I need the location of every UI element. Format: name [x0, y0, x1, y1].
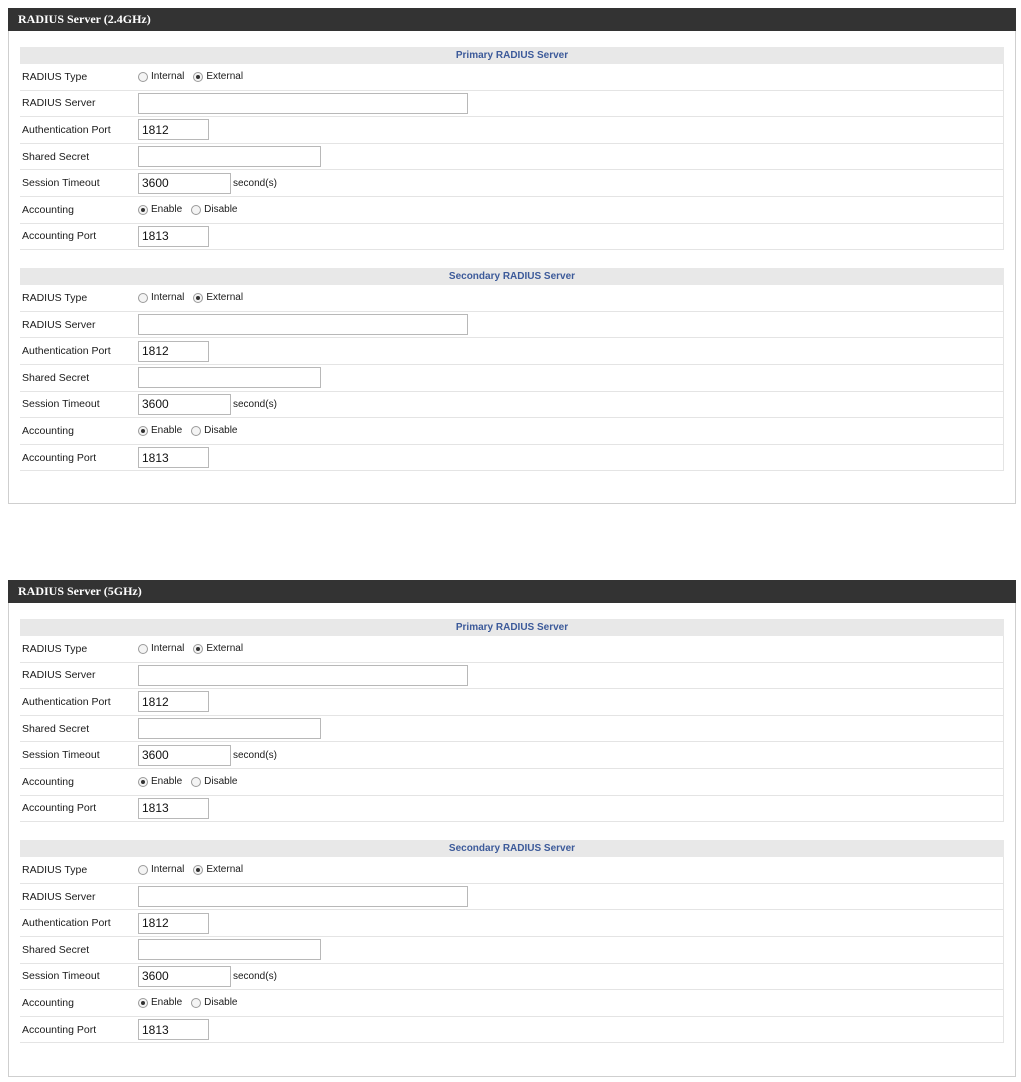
radius-server-label: RADIUS Server	[22, 669, 96, 682]
radius-type-external-radio[interactable]	[193, 72, 203, 82]
accounting-enable-radio[interactable]	[138, 426, 148, 436]
panel-title: RADIUS Server (5GHz)	[8, 580, 1016, 603]
accounting-row	[20, 769, 1004, 796]
secondary-radius-section	[20, 840, 1004, 1043]
session-timeout-row	[20, 392, 1004, 419]
radius-server-row	[20, 91, 1004, 118]
session-timeout-input[interactable]	[138, 173, 231, 194]
session-timeout-label: Session Timeout	[22, 398, 100, 411]
accounting-enable-label[interactable]: Enable	[151, 425, 183, 437]
auth-port-row	[20, 910, 1004, 937]
accounting-port-row	[20, 224, 1004, 251]
auth-port-label: Authentication Port	[22, 345, 111, 358]
shared-secret-label: Shared Secret	[22, 150, 90, 163]
radius-type-row	[20, 857, 1004, 884]
accounting-enable-label[interactable]: Enable	[151, 204, 183, 216]
accounting-label: Accounting	[22, 996, 74, 1009]
shared-secret-input[interactable]	[138, 146, 321, 167]
panel-body	[8, 603, 1016, 1077]
radius-type-external-label[interactable]: External	[206, 643, 244, 655]
session-timeout-row	[20, 170, 1004, 197]
auth-port-row	[20, 117, 1004, 144]
accounting-disable-label[interactable]: Disable	[204, 204, 238, 216]
accounting-disable-radio[interactable]	[191, 777, 201, 787]
accounting-port-label: Accounting Port	[22, 802, 97, 815]
shared-secret-row	[20, 144, 1004, 171]
session-timeout-unit: second(s)	[233, 398, 277, 410]
session-timeout-input[interactable]	[138, 394, 231, 415]
accounting-row	[20, 197, 1004, 224]
radius-type-internal-radio[interactable]	[138, 644, 148, 654]
accounting-port-label: Accounting Port	[22, 1023, 97, 1036]
auth-port-label: Authentication Port	[22, 695, 111, 708]
auth-port-label: Authentication Port	[22, 123, 111, 136]
accounting-disable-radio[interactable]	[191, 426, 201, 436]
radius-type-label: RADIUS Type	[22, 291, 88, 304]
radius-server-label: RADIUS Server	[22, 97, 96, 110]
session-timeout-row	[20, 742, 1004, 769]
accounting-port-input[interactable]	[138, 447, 209, 468]
session-timeout-unit: second(s)	[233, 177, 277, 189]
section-title: Secondary RADIUS Server	[20, 268, 1004, 285]
shared-secret-label: Shared Secret	[22, 722, 90, 735]
accounting-port-input[interactable]	[138, 798, 209, 819]
radius-type-internal-radio[interactable]	[138, 72, 148, 82]
radius-server-input[interactable]	[138, 886, 468, 907]
shared-secret-row	[20, 716, 1004, 743]
radius-panel-5ghz	[8, 580, 1016, 1077]
session-timeout-unit: second(s)	[233, 970, 277, 982]
radius-type-external-label[interactable]: External	[206, 71, 244, 83]
radius-server-row	[20, 663, 1004, 690]
shared-secret-input[interactable]	[138, 718, 321, 739]
radius-server-label: RADIUS Server	[22, 890, 96, 903]
accounting-row	[20, 418, 1004, 445]
accounting-port-label: Accounting Port	[22, 451, 97, 464]
radius-server-input[interactable]	[138, 665, 468, 686]
radius-type-internal-label[interactable]: Internal	[151, 71, 185, 83]
auth-port-row	[20, 338, 1004, 365]
radius-type-internal-label[interactable]: Internal	[151, 864, 185, 876]
session-timeout-label: Session Timeout	[22, 177, 100, 190]
accounting-enable-label[interactable]: Enable	[151, 997, 183, 1009]
radius-type-external-radio[interactable]	[193, 644, 203, 654]
accounting-disable-label[interactable]: Disable	[204, 776, 238, 788]
primary-radius-section	[20, 619, 1004, 822]
session-timeout-input[interactable]	[138, 966, 231, 987]
primary-radius-section	[20, 47, 1004, 250]
radius-type-row	[20, 636, 1004, 663]
auth-port-label: Authentication Port	[22, 917, 111, 930]
section-title: Secondary RADIUS Server	[20, 840, 1004, 857]
panel-body	[8, 31, 1016, 504]
session-timeout-row	[20, 964, 1004, 991]
accounting-enable-radio[interactable]	[138, 777, 148, 787]
secondary-radius-section	[20, 268, 1004, 471]
radius-type-external-label[interactable]: External	[206, 292, 244, 304]
radius-type-external-radio[interactable]	[193, 293, 203, 303]
accounting-disable-label[interactable]: Disable	[204, 425, 238, 437]
accounting-label: Accounting	[22, 424, 74, 437]
accounting-label: Accounting	[22, 203, 74, 216]
accounting-port-row	[20, 796, 1004, 823]
accounting-row	[20, 990, 1004, 1017]
shared-secret-input[interactable]	[138, 367, 321, 388]
panel-title: RADIUS Server (2.4GHz)	[8, 8, 1016, 31]
accounting-port-row	[20, 445, 1004, 472]
section-title: Primary RADIUS Server	[20, 619, 1004, 636]
session-timeout-input[interactable]	[138, 745, 231, 766]
radius-type-internal-label[interactable]: Internal	[151, 643, 185, 655]
radius-server-label: RADIUS Server	[22, 318, 96, 331]
accounting-disable-radio[interactable]	[191, 205, 201, 215]
accounting-enable-label[interactable]: Enable	[151, 776, 183, 788]
auth-port-input[interactable]	[138, 691, 209, 712]
session-timeout-unit: second(s)	[233, 749, 277, 761]
auth-port-row	[20, 689, 1004, 716]
radius-server-input[interactable]	[138, 314, 468, 335]
radius-type-internal-label[interactable]: Internal	[151, 292, 185, 304]
radius-server-row	[20, 312, 1004, 339]
auth-port-input[interactable]	[138, 119, 209, 140]
session-timeout-label: Session Timeout	[22, 970, 100, 983]
accounting-port-input[interactable]	[138, 226, 209, 247]
accounting-port-row	[20, 1017, 1004, 1044]
accounting-disable-label[interactable]: Disable	[204, 997, 238, 1009]
session-timeout-label: Session Timeout	[22, 749, 100, 762]
shared-secret-row	[20, 365, 1004, 392]
shared-secret-input[interactable]	[138, 939, 321, 960]
radius-type-external-radio[interactable]	[193, 865, 203, 875]
accounting-enable-radio[interactable]	[138, 205, 148, 215]
accounting-port-input[interactable]	[138, 1019, 209, 1040]
radius-type-external-label[interactable]: External	[206, 864, 244, 876]
radius-panel-2-4ghz	[8, 8, 1016, 504]
shared-secret-row	[20, 937, 1004, 964]
radius-server-input[interactable]	[138, 93, 468, 114]
radius-type-label: RADIUS Type	[22, 70, 88, 83]
shared-secret-label: Shared Secret	[22, 371, 90, 384]
accounting-disable-radio[interactable]	[191, 998, 201, 1008]
radius-type-internal-radio[interactable]	[138, 865, 148, 875]
accounting-port-label: Accounting Port	[22, 230, 97, 243]
accounting-label: Accounting	[22, 775, 74, 788]
radius-type-internal-radio[interactable]	[138, 293, 148, 303]
accounting-enable-radio[interactable]	[138, 998, 148, 1008]
radius-type-row	[20, 64, 1004, 91]
radius-type-label: RADIUS Type	[22, 642, 88, 655]
section-title: Primary RADIUS Server	[20, 47, 1004, 64]
radius-server-row	[20, 884, 1004, 911]
auth-port-input[interactable]	[138, 341, 209, 362]
radius-type-label: RADIUS Type	[22, 863, 88, 876]
auth-port-input[interactable]	[138, 913, 209, 934]
shared-secret-label: Shared Secret	[22, 943, 90, 956]
radius-type-row	[20, 285, 1004, 312]
